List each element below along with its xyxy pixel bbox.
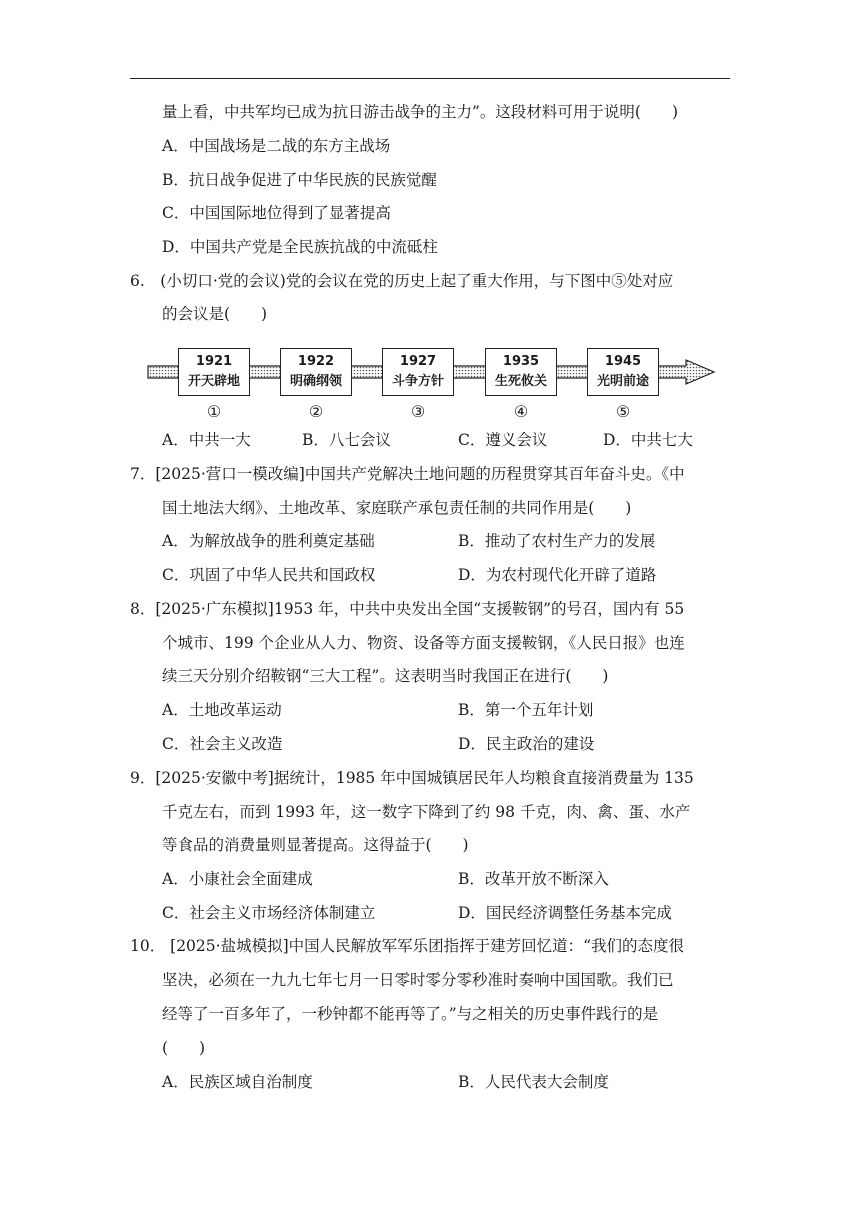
text-line: 9．[2025·安徽中考]据统计，1985 年中国城镇居民年人均粮食直接消费量为 135 <box>130 769 694 787</box>
text-line: C．社会主义改造 <box>162 735 283 753</box>
text-line: 的会议是( ) <box>162 305 268 323</box>
timeline-number: ③ <box>410 402 426 421</box>
timeline-number: ④ <box>513 402 529 421</box>
text-line: A．民族区域自治制度 <box>162 1073 313 1091</box>
timeline-year: 1945 <box>604 354 642 369</box>
text-line: 千克左右，而到 1993 年，这一数字下降到了约 98 千克，肉、禽、蛋、水产 <box>162 803 691 821</box>
text-line: B．人民代表大会制度 <box>458 1073 609 1091</box>
timeline-box <box>382 348 454 396</box>
text-line: 经等了一百多年了，一秒钟都不能再等了。”与之相关的历史事件践行的是 <box>162 1005 659 1023</box>
timeline-box <box>587 348 659 396</box>
header-rule <box>130 78 730 79</box>
text-line: 8．[2025·广东模拟]1953 年，中共中央发出全国“支援鞍钢”的号召，国内有 55 <box>130 600 685 618</box>
text-line: A．中国战场是二战的东方主战场 <box>162 137 391 155</box>
text-line: ( ) <box>162 1039 206 1057</box>
timeline-label: 斗争方针 <box>391 374 444 389</box>
timeline-box <box>178 348 250 396</box>
text-line: 6. (小切口·党的会议)党的会议在党的历史上起了重大作用，与下图中⑤处对应 <box>130 272 674 290</box>
timeline-year: 1921 <box>195 354 233 369</box>
text-line: B．抗日战争促进了中华民族的民族觉醒 <box>162 171 437 189</box>
text-line: B．推动了农村生产力的发展 <box>458 532 656 550</box>
text-line: 10． [2025·盐城模拟]中国人民解放军军乐团指挥于建芳回忆道：“我们的态度很 <box>130 937 685 955</box>
party-meetings-timeline <box>146 342 716 428</box>
text-line: A．中共一大 <box>162 431 251 449</box>
text-line: C．遵义会议 <box>458 431 548 449</box>
text-line: D．中国共产党是全民族抗战的中流砥柱 <box>162 238 438 256</box>
timeline-year: 1927 <box>399 354 437 369</box>
timeline-year: 1922 <box>297 354 335 369</box>
text-line: C．巩固了中华人民共和国政权 <box>162 566 376 584</box>
text-line: D．民主政治的建设 <box>458 735 595 753</box>
text-line: 个城市、199 个企业从人力、物资、设备等方面支援鞍钢，《人民日报》也连 <box>162 634 685 652</box>
timeline-label: 开天辟地 <box>187 374 240 389</box>
text-line: A．为解放战争的胜利奠定基础 <box>162 532 375 550</box>
timeline-number: ⑤ <box>615 402 631 421</box>
text-line: D．中共七大 <box>603 431 693 449</box>
timeline-box <box>485 348 557 396</box>
text-line: B．改革开放不断深入 <box>458 870 609 888</box>
timeline-number: ② <box>308 402 324 421</box>
text-line: 续三天分别介绍鞍钢“三大工程”。这表明当时我国正在进行( ) <box>162 667 609 685</box>
text-line: 坚决，必须在一九九七年七月一日零时零分零秒准时奏响中国国歌。我们已 <box>162 971 674 989</box>
text-line: C．中国国际地位得到了显著提高 <box>162 204 391 222</box>
text-line: B．第一个五年计划 <box>458 701 594 719</box>
text-line: A．土地改革运动 <box>162 701 282 719</box>
timeline-year: 1935 <box>502 354 540 369</box>
text-line: 量上看，中共军均已成为抗日游击战争的主力”。这段材料可用于说明( ) <box>162 103 679 121</box>
text-line: 国土地法大纲》、土地改革、家庭联产承包责任制的共同作用是( ) <box>162 499 632 517</box>
text-line: 等食品的消费量则显著提高。这得益于( ) <box>162 836 469 854</box>
text-line: B．八七会议 <box>302 431 391 449</box>
text-line: A．小康社会全面建成 <box>162 870 313 888</box>
text-line: D．国民经济调整任务基本完成 <box>458 904 672 922</box>
text-line: 7．[2025·营口一模改编]中国共产党解决土地问题的历程贯穿其百年奋斗史。《中 <box>130 465 685 483</box>
timeline-label: 光明前途 <box>596 374 649 389</box>
timeline-label: 生死攸关 <box>494 374 547 389</box>
timeline-box <box>280 348 352 396</box>
timeline-number: ① <box>206 402 222 421</box>
text-line: D．为农村现代化开辟了道路 <box>458 566 657 584</box>
text-line: C．社会主义市场经济体制建立 <box>162 904 376 922</box>
timeline-label: 明确纲领 <box>289 374 342 389</box>
